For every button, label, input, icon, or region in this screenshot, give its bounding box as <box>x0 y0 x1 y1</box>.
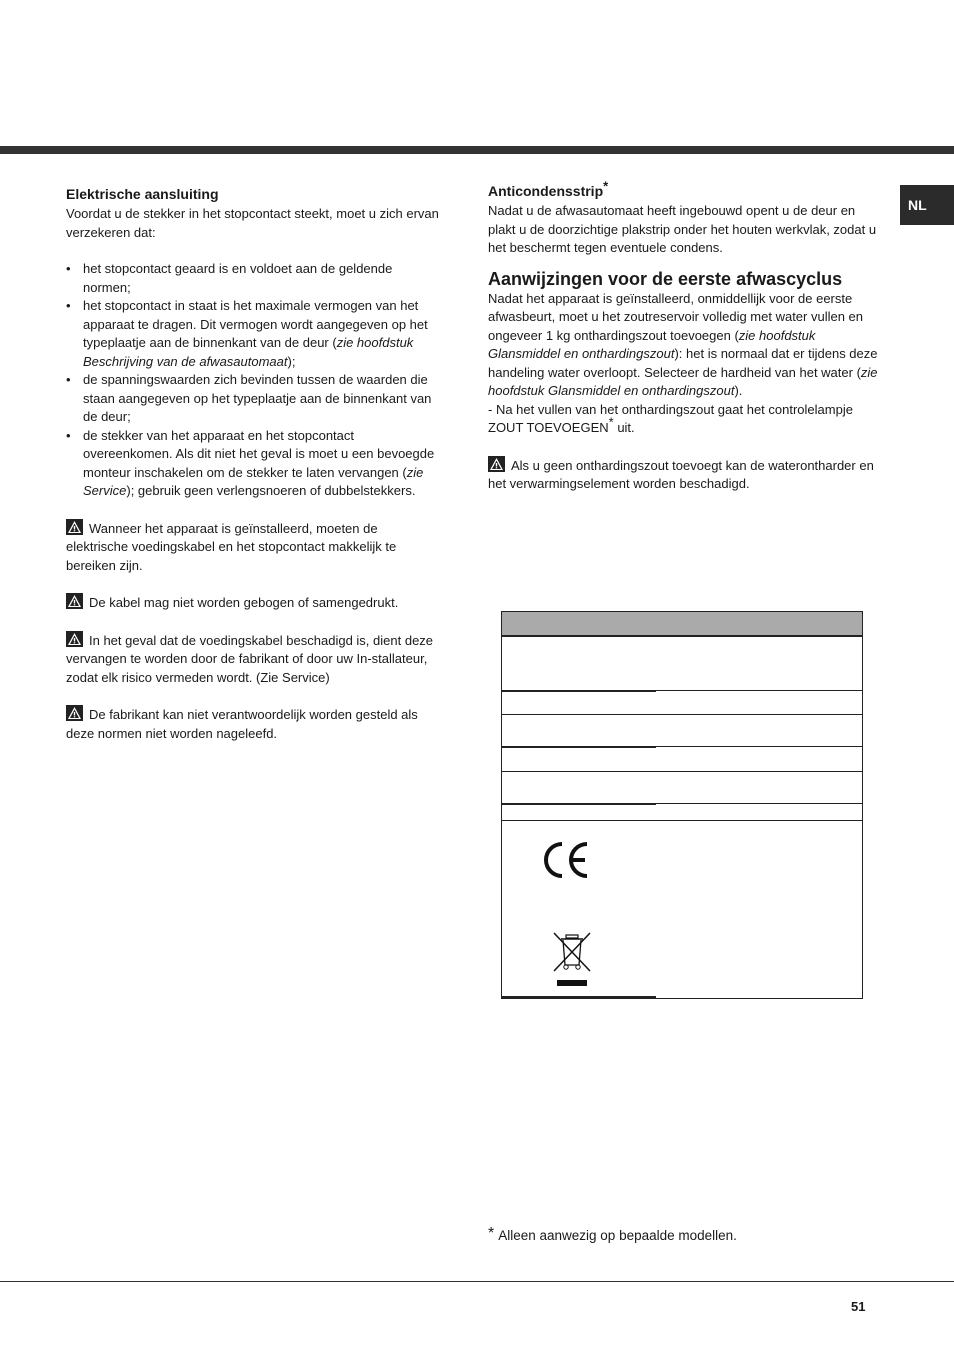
anticondens-heading: Anticondensstrip* <box>488 178 609 199</box>
spec-table-header <box>502 612 862 637</box>
table-row-divider <box>502 996 656 998</box>
warning-paragraph: De fabrikant kan niet verantwoordelijk worden gesteld als deze normen niet worden nageleefd. <box>66 707 418 741</box>
footer-rule <box>0 1281 954 1282</box>
warning-paragraph: De kabel mag niet worden gebogen of samengedrukt. <box>66 593 441 613</box>
requirements-list <box>66 260 441 501</box>
salt-warning: Als u geen onthardingszout toevoegt kan de waterontharder en het verwarmingselement worden beschadigd. <box>488 457 874 491</box>
page-number: 51 <box>851 1299 866 1314</box>
table-row-divider <box>502 820 862 821</box>
footnote: * Alleen aanwezig op bepaalde modellen. <box>488 1225 737 1243</box>
warning-icon <box>66 593 83 609</box>
table-row-divider <box>502 746 656 748</box>
weee-bin-icon <box>552 931 592 994</box>
list-item: • de spanningswaarden zich bevinden tussen de waarden die staan aangegeven op het typeplaatje aan de binnenkant van de deur; <box>66 371 441 427</box>
warning-icon <box>66 519 83 535</box>
electrical-heading: Elektrische aansluiting <box>66 186 219 202</box>
warning-paragraph: In het geval dat de voedingskabel beschadigd is, dient deze vervangen te worden door de fabrikant of door uw In-stallateur, zodat elk risico vermeden wordt. (Zie Service) <box>66 632 434 685</box>
warning-icon <box>488 456 505 472</box>
warning-icon <box>66 705 83 721</box>
anticondens-text: Nadat u de afwasautomaat heeft ingebouwd opent u de deur en plakt u de doorzichtige plakstrip onder het houten werkvlak, zodat u het beschermt tegen eventuele condens. <box>488 203 877 255</box>
right-column <box>488 178 883 494</box>
list-item: • de stekker van het apparaat en het stopcontact overeenkomen. Als dit niet het geval is moet u een bevoegde monteur inschakelen om de stekker te laten vervangen (zie Service); gebruik geen verlengsnoeren of dubbelstekkers. <box>66 427 441 501</box>
warning-paragraph: Wanneer het apparaat is geïnstalleerd, moeten de elektrische voedingskabel en het stopcontact makkelijk te bereiken zijn. <box>66 520 397 573</box>
spec-table <box>501 611 863 999</box>
salt-indicator-text: - Na het vullen van het onthardingszout gaat het controlelampje ZOUT TOEVOEGEN* uit. <box>488 401 853 435</box>
list-item: • het stopcontact geaard is en voldoet aan de geldende normen; <box>66 260 441 297</box>
table-row-divider <box>502 771 862 772</box>
first-cycle-heading: Aanwijzingen voor de eerste afwascyclus <box>488 268 843 289</box>
table-row-divider <box>502 690 656 692</box>
language-tab: NL <box>900 185 954 225</box>
list-item: • het stopcontact in staat is het maximale vermogen van het apparaat te dragen. Dit vermogen wordt aangegeven op het typeplaatje aan de binnenkant van de deur (zie hoofdstuk Beschrijving van de afwasautomaat); <box>66 297 441 371</box>
warning-icon <box>66 631 83 647</box>
table-row-divider <box>502 803 656 805</box>
header-rule <box>0 146 954 154</box>
electrical-intro: Voordat u de stekker in het stopcontact steekt, moet u zich ervan verzekeren dat: <box>66 206 439 240</box>
table-row-divider <box>502 714 862 715</box>
left-column <box>66 185 441 743</box>
ce-mark-icon <box>541 840 591 885</box>
first-cycle-text: Nadat het apparaat is geïnstalleerd, onmiddellijk voor de eerste afwasbeurt, moet u het zoutreservoir volledig met water vullen en ongeveer 1 kg onthardingszout toevoegen (zie hoofdstuk Glansmiddel en onthardingszout): het is normaal dat er tijdens deze handeling water overloopt. Selecteer de hardheid van het water (zie hoofdstuk Glansmiddel en onthardingszout). <box>488 290 878 398</box>
